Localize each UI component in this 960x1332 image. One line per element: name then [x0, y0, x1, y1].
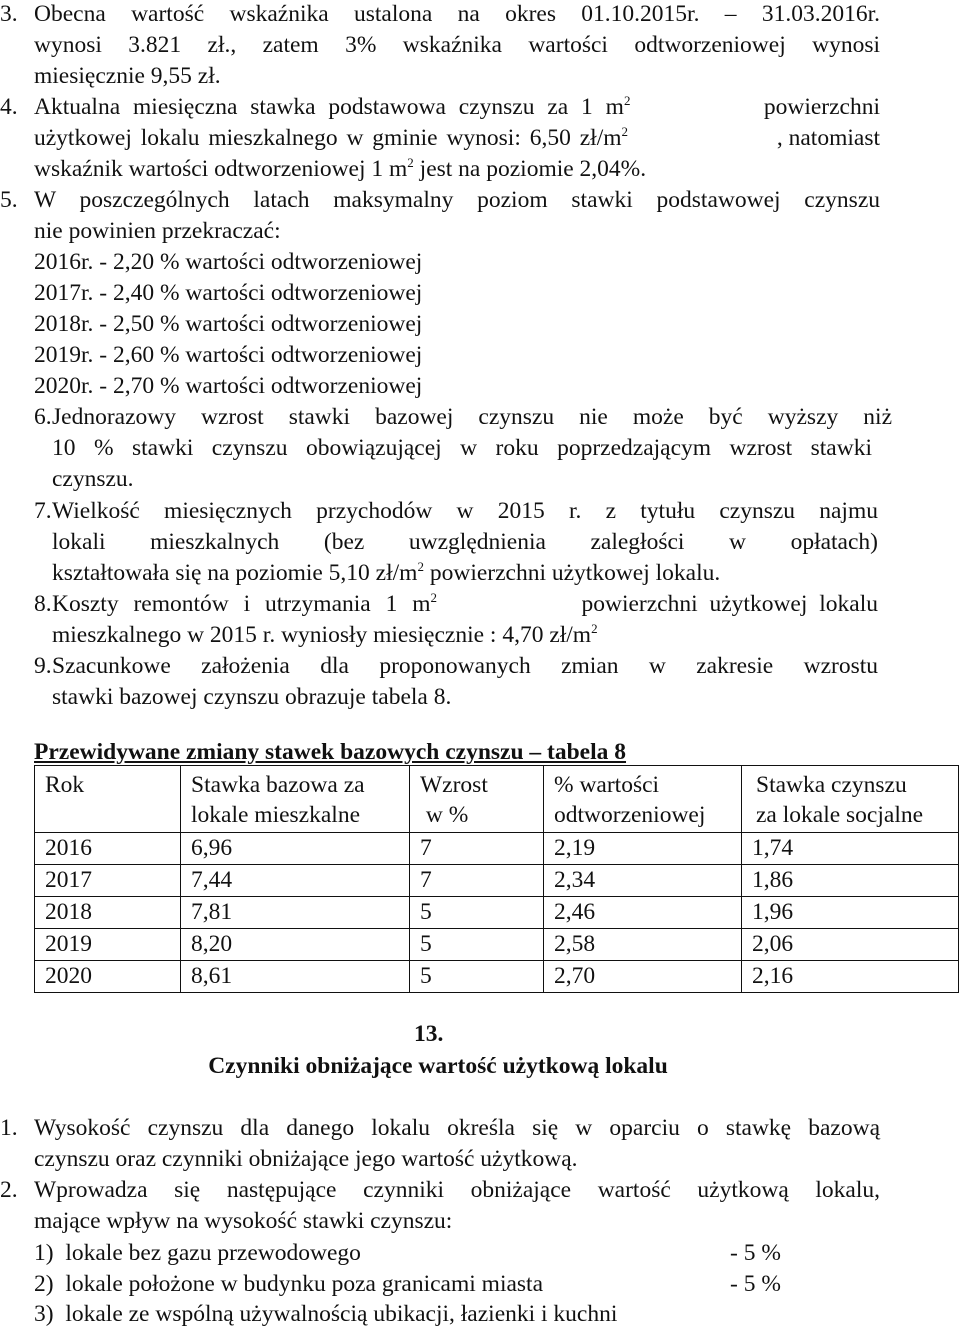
section-item-1-number: 1.	[0, 1115, 18, 1141]
item-number: 3.	[0, 1, 18, 27]
item-5-line-2: nie powinien przekraczać:	[34, 218, 281, 244]
section-item-2-line-1: Wprowadza się następujące czynniki obniżające wartość użytkową lokalu,	[34, 1177, 880, 1203]
item-text: powierzchni użytkowej lokalu.	[429, 560, 721, 586]
item-4-number: 4.	[0, 94, 18, 120]
section-item-2-number: 2.	[0, 1177, 18, 1203]
table-row	[35, 833, 959, 865]
section-title: Czynniki obniżające wartość użytkową lokalu	[208, 1053, 668, 1079]
table-cell: 2020	[35, 961, 181, 993]
item-6-line-3: czynszu.	[52, 466, 134, 492]
table-cell: 7,44	[181, 865, 410, 897]
item-5-number: 5.	[0, 187, 18, 213]
item-4-line-2	[34, 124, 880, 152]
table-8	[34, 765, 959, 993]
item-text: użytkowej lokalu mieszkalnego w gminie wynosi: 6,50 zł/m	[34, 125, 622, 151]
item-text: , natomiast	[776, 125, 880, 151]
header-line: w %	[420, 802, 469, 828]
item-6-line-2: 10 % stawki czynszu obowiązującej w roku poprzedzającym wzrost stawki	[52, 435, 872, 461]
item-9-line-1: Szacunkowe założenia dla proponowanych zmian w zakresie wzrostu	[52, 653, 878, 679]
superscript: 2	[407, 155, 414, 170]
table-cell: 5	[410, 961, 544, 993]
superscript: 2	[591, 621, 598, 636]
item-text: mieszkalnego w 2015 r. wyniosły miesięcznie : 4,70 zł/m	[52, 622, 592, 648]
item-text: Obecna wartość wskaźnika ustalona na okres 01.10.2015r. – 31.03.2016r.	[34, 1, 880, 27]
item-7-line-3	[52, 559, 720, 587]
item-9-number: 9.	[34, 653, 52, 679]
item-3-line-3: miesięcznie 9,55 zł.	[34, 63, 221, 89]
item-8-line-2	[52, 621, 598, 649]
superscript: 2	[417, 559, 424, 574]
item-text: jest na poziomie 2,04%.	[419, 156, 647, 182]
table-cell: 6,96	[181, 833, 410, 865]
table-cell: 2019	[35, 929, 181, 961]
table-cell: 7	[410, 865, 544, 897]
item-text: kształtowała się na poziomie 5,10 zł/m	[52, 560, 418, 586]
header-line: Wzrost	[420, 772, 488, 798]
superscript: 2	[430, 590, 437, 605]
year-limit-2018: 2018r. - 2,50 % wartości odtworzeniowej	[34, 311, 423, 337]
header-line: Stawka bazowa za	[191, 772, 365, 798]
header-cell	[410, 766, 544, 833]
header-line: za lokale socjalne	[756, 802, 924, 828]
table-cell: 2017	[35, 865, 181, 897]
table-cell: 2,06	[742, 929, 959, 961]
item-8-line-1	[52, 590, 878, 618]
table-cell: 2,16	[742, 961, 959, 993]
item-text: Aktualna miesięczna stawka podstawowa czynszu za 1 m	[34, 94, 624, 120]
item-4-line-3	[34, 155, 646, 183]
table-cell: 1,96	[742, 897, 959, 929]
section-item-2-line-2: mające wpływ na wysokość stawki czynszu:	[34, 1208, 453, 1234]
table-8-title: Przewidywane zmiany stawek bazowych czynszu – tabela 8	[34, 739, 627, 765]
item-9-line-2: stawki bazowej czynszu obrazuje tabela 8.	[52, 684, 452, 710]
table-cell: 5	[410, 897, 544, 929]
table-header-row	[35, 766, 959, 833]
year-limit-2016: 2016r. - 2,20 % wartości odtworzeniowej	[34, 249, 423, 275]
table-cell: 8,20	[181, 929, 410, 961]
factor-value: - 5 %	[730, 1271, 781, 1297]
header-cell	[35, 766, 181, 833]
item-3-line-1	[0, 0, 880, 28]
item-6-line-1: Jednorazowy wzrost stawki bazowej czynszu nie może być wyższy niż	[52, 404, 892, 430]
item-text: Koszty remontów i utrzymania 1 m	[52, 591, 431, 617]
table-cell: 2,70	[544, 961, 742, 993]
table-cell: 2,34	[544, 865, 742, 897]
section-item-1-line-2: czynszu oraz czynniki obniżające jego wartość użytkową.	[34, 1146, 578, 1172]
header-line: odtworzeniowej	[554, 802, 706, 828]
factor-label: 2) lokale położone w budynku poza granicami miasta	[34, 1271, 544, 1297]
item-7-line-1: Wielkość miesięcznych przychodów w 2015 r. z tytułu czynszu najmu	[52, 498, 878, 524]
header-cell	[742, 766, 959, 833]
header-line: Stawka czynszu	[756, 772, 907, 798]
year-limit-2019: 2019r. - 2,60 % wartości odtworzeniowej	[34, 342, 423, 368]
header-cell	[544, 766, 742, 833]
table-cell: 2,19	[544, 833, 742, 865]
table-cell: 8,61	[181, 961, 410, 993]
table-cell: 1,86	[742, 865, 959, 897]
year-limit-2020: 2020r. - 2,70 % wartości odtworzeniowej	[34, 373, 423, 399]
header-line: Rok	[45, 772, 85, 798]
item-6-number: 6.	[34, 404, 52, 430]
table-cell: 1,74	[742, 833, 959, 865]
table-row	[35, 865, 959, 897]
table-row	[35, 897, 959, 929]
table-cell: 2016	[35, 833, 181, 865]
table-cell: 2018	[35, 897, 181, 929]
table-cell: 7,81	[181, 897, 410, 929]
header-line: % wartości	[554, 772, 660, 798]
item-text: powierzchni	[763, 94, 880, 120]
header-cell	[181, 766, 410, 833]
table-cell: 2,46	[544, 897, 742, 929]
item-text: powierzchni użytkowej lokalu	[581, 591, 878, 617]
superscript: 2	[623, 93, 631, 108]
superscript: 2	[621, 124, 629, 139]
item-3-line-2: wynosi 3.821 zł., zatem 3% wskaźnika wartości odtworzeniowej wynosi	[34, 32, 880, 58]
table-cell: 2,58	[544, 929, 742, 961]
section-item-1-line-1: Wysokość czynszu dla danego lokalu określa się w oparciu o stawkę bazową	[34, 1115, 880, 1141]
year-limit-2017: 2017r. - 2,40 % wartości odtworzeniowej	[34, 280, 423, 306]
factor-label: 3) lokale ze wspólną używalnością ubikacji, łazienki i kuchni	[34, 1301, 618, 1327]
factor-label: 1) lokale bez gazu przewodowego	[34, 1240, 361, 1266]
section-number: 13.	[414, 1021, 444, 1047]
table-cell: 5	[410, 929, 544, 961]
item-5-line-1: W poszczególnych latach maksymalny poziom stawki podstawowej czynszu	[34, 187, 880, 213]
item-text: wskaźnik wartości odtworzeniowej 1 m	[34, 156, 408, 182]
item-8-number: 8.	[34, 591, 52, 617]
table-row	[35, 929, 959, 961]
table-row	[35, 961, 959, 993]
item-7-number: 7.	[34, 498, 52, 524]
table-cell: 7	[410, 833, 544, 865]
item-7-line-2: lokali mieszkalnych (bez uwzględnienia zaległości w opłatach)	[52, 529, 878, 555]
item-4-line-1	[34, 93, 880, 121]
factor-value: - 5 %	[730, 1240, 781, 1266]
header-line: lokale mieszkalne	[191, 802, 360, 828]
